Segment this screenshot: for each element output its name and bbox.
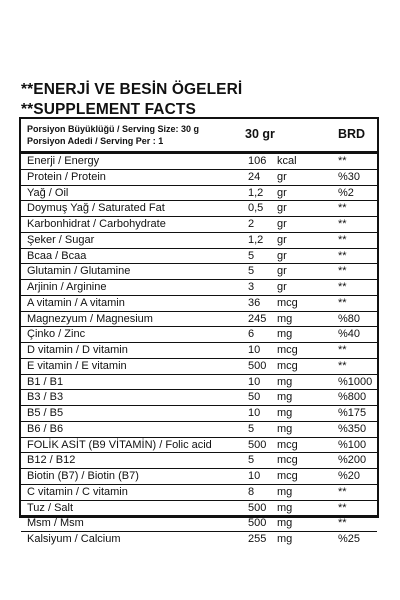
table-row <box>21 154 377 170</box>
nutrient-brd: %80 <box>338 312 361 325</box>
nutrient-brd: ** <box>338 155 347 167</box>
nutrient-unit: gr <box>277 170 287 183</box>
nutrient-value: 500 <box>248 438 267 451</box>
nutrient-brd: ** <box>338 485 347 498</box>
nutrient-name: Yağ / Oil <box>27 186 69 199</box>
nutrient-name: D vitamin / D vitamin <box>27 344 128 356</box>
table-row <box>21 264 377 280</box>
nutrient-brd: %100 <box>338 438 367 451</box>
nutrient-name: B6 / B6 <box>27 422 64 435</box>
table-row <box>21 516 377 532</box>
nutrient-brd: %175 <box>338 407 367 419</box>
nutrient-name: Doymuş Yağ / Saturated Fat <box>27 202 165 215</box>
nutrient-unit: mg <box>277 375 293 388</box>
nutrient-brd: ** <box>338 265 347 278</box>
nutrient-brd: %350 <box>338 422 367 435</box>
table-row <box>21 469 377 485</box>
nutrient-brd: ** <box>338 296 347 309</box>
nutrient-value: 3 <box>248 281 255 293</box>
table-row <box>21 296 377 312</box>
table-row <box>21 280 377 296</box>
nutrient-brd: %25 <box>338 533 361 545</box>
nutrient-brd: ** <box>338 359 347 372</box>
nutrient-value: 5 <box>248 265 255 278</box>
nutrient-name: Çinko / Zinc <box>27 328 86 341</box>
table-row <box>21 532 377 548</box>
nutrient-name: FOLİK ASİT (B9 VİTAMİN) / Folic acid <box>27 438 212 451</box>
nutrition-table <box>19 117 379 545</box>
header-titles <box>21 80 242 120</box>
nutrient-name: Biotin (B7) / Biotin (B7) <box>27 470 139 482</box>
table-row <box>21 501 377 517</box>
serving-info <box>27 123 199 147</box>
nutrient-value: 36 <box>248 296 261 309</box>
table-row <box>21 485 377 501</box>
nutrient-unit: mcg <box>277 470 298 482</box>
nutrient-name: B3 / B3 <box>27 391 64 404</box>
nutrient-value: 106 <box>248 155 267 167</box>
nutrient-name: Enerji / Energy <box>27 155 100 167</box>
nutrient-brd: %1000 <box>338 375 373 388</box>
nutrient-name: Msm / Msm <box>27 517 84 530</box>
table-row <box>21 249 377 265</box>
nutrient-value: 0,5 <box>248 202 264 215</box>
nutrient-name: Şeker / Sugar <box>27 233 95 246</box>
table-row <box>21 359 377 375</box>
nutrient-unit: gr <box>277 265 287 278</box>
nutrient-name: E vitamin / E vitamin <box>27 359 127 372</box>
nutrient-brd: ** <box>338 202 347 215</box>
nutrient-unit: mg <box>277 328 293 341</box>
nutrient-unit: gr <box>277 186 287 199</box>
nutrient-brd: ** <box>338 517 347 530</box>
nutrient-value: 2 <box>248 218 255 230</box>
nutrient-name: Karbonhidrat / Carbohydrate <box>27 218 166 230</box>
nutrient-value: 5 <box>248 249 255 262</box>
nutrient-value: 500 <box>248 517 267 530</box>
nutrient-unit: mg <box>277 517 293 530</box>
nutrient-unit: gr <box>277 233 287 246</box>
nutrient-name: Kalsiyum / Calcium <box>27 533 121 545</box>
nutrient-brd: ** <box>338 249 347 262</box>
serving-size-label: Porsiyon Büyüklüğü / Serving Size: 30 g <box>27 124 200 134</box>
nutrient-value: 1,2 <box>248 233 264 246</box>
nutrient-brd: ** <box>338 218 347 230</box>
nutrient-name: Arjinin / Arginine <box>27 281 107 293</box>
nutrient-name: Protein / Protein <box>27 170 106 183</box>
nutrient-brd: %30 <box>338 170 361 183</box>
nutrient-name: B12 / B12 <box>27 454 76 467</box>
nutrient-unit: mg <box>277 312 293 325</box>
nutrient-brd: %20 <box>338 470 361 482</box>
table-row <box>21 186 377 202</box>
nutrient-unit: mcg <box>277 454 298 467</box>
nutrient-name: Magnezyum / Magnesium <box>27 312 153 325</box>
title-en: **SUPPLEMENT FACTS <box>21 101 196 118</box>
nutrient-value: 1,2 <box>248 186 264 199</box>
table-row <box>21 327 377 343</box>
nutrient-unit: mg <box>277 485 293 498</box>
serving-per-label: Porsiyon Adedi / Serving Per : 1 <box>27 136 164 146</box>
nutrient-unit: mcg <box>277 296 298 309</box>
title-tr: **ENERJİ VE BESİN ÖGELERİ <box>21 81 243 98</box>
nutrient-unit: mcg <box>277 438 298 451</box>
amount-column-header: 30 gr <box>245 127 275 141</box>
nutrient-unit: gr <box>277 202 287 215</box>
nutrient-brd: %200 <box>338 454 367 467</box>
nutrient-value: 10 <box>248 470 261 482</box>
nutrient-brd: ** <box>338 344 347 356</box>
nutrient-unit: mg <box>277 422 293 435</box>
nutrient-name: Bcaa / Bcaa <box>27 249 87 262</box>
brd-column-header: BRD <box>338 127 366 141</box>
nutrient-unit: gr <box>277 218 287 230</box>
nutrient-unit: kcal <box>277 155 297 167</box>
nutrient-brd: %40 <box>338 328 361 341</box>
nutrient-unit: mg <box>277 533 293 545</box>
nutrient-rows <box>21 154 377 548</box>
nutrient-unit: mcg <box>277 359 298 372</box>
table-row <box>21 406 377 422</box>
nutrient-value: 10 <box>248 375 261 388</box>
nutrient-brd: %800 <box>338 391 367 404</box>
table-row <box>21 438 377 454</box>
nutrient-unit: mcg <box>277 344 298 356</box>
nutrient-brd: %2 <box>338 186 354 199</box>
nutrient-value: 6 <box>248 328 255 341</box>
nutrient-brd: ** <box>338 501 347 514</box>
table-row <box>21 170 377 186</box>
nutrient-name: Glutamin / Glutamine <box>27 265 131 278</box>
nutrient-value: 24 <box>248 170 261 183</box>
table-row <box>21 233 377 249</box>
nutrient-value: 5 <box>248 454 255 467</box>
nutrient-value: 10 <box>248 344 261 356</box>
nutrient-name: Tuz / Salt <box>27 501 74 514</box>
nutrient-name: C vitamin / C vitamin <box>27 485 128 498</box>
table-row <box>21 453 377 469</box>
nutrient-value: 500 <box>248 501 267 514</box>
table-row <box>21 343 377 359</box>
nutrient-value: 500 <box>248 359 267 372</box>
table-row <box>21 422 377 438</box>
serving-header <box>21 119 377 151</box>
nutrient-name: A vitamin / A vitamin <box>27 296 125 309</box>
table-row <box>21 390 377 406</box>
nutrient-unit: mg <box>277 407 293 419</box>
nutrient-unit: gr <box>277 281 287 293</box>
nutrient-unit: mg <box>277 501 293 514</box>
nutrient-brd: ** <box>338 233 347 246</box>
nutrient-value: 50 <box>248 391 261 404</box>
table-row <box>21 312 377 328</box>
nutrient-name: B1 / B1 <box>27 375 64 388</box>
nutrient-unit: mg <box>277 391 293 404</box>
nutrient-unit: gr <box>277 249 287 262</box>
nutrient-value: 255 <box>248 533 267 545</box>
table-row <box>21 201 377 217</box>
nutrient-value: 5 <box>248 422 255 435</box>
nutrient-name: B5 / B5 <box>27 407 64 419</box>
table-row <box>21 217 377 233</box>
nutrient-value: 245 <box>248 312 267 325</box>
nutrient-value: 10 <box>248 407 261 419</box>
table-row <box>21 375 377 391</box>
nutrient-value: 8 <box>248 485 255 498</box>
nutrient-brd: ** <box>338 281 347 293</box>
